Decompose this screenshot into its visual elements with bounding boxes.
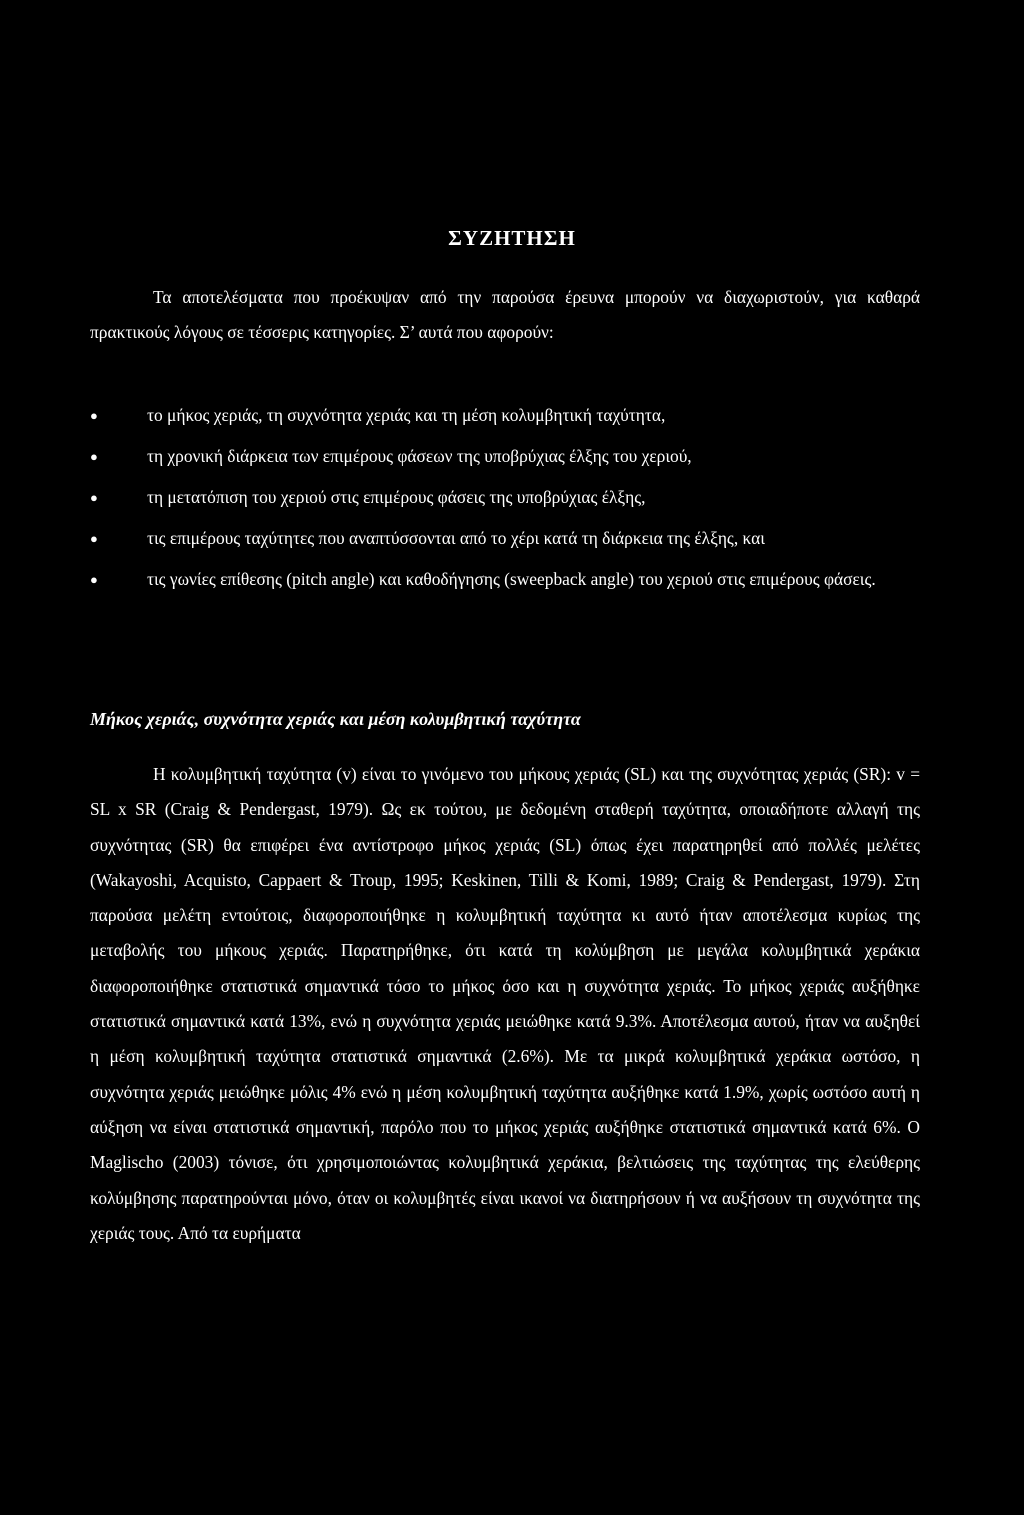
list-item-text: τη χρονική διάρκεια των επιμέρους φάσεων της υποβρύχιας έλξης του χεριού, — [147, 446, 692, 466]
list-item — [90, 480, 920, 515]
list-item-text: τις επιμέρους ταχύτητες που αναπτύσσονται από το χέρι κατά τη διάρκεια της έλξης, και — [147, 528, 765, 548]
list-item — [90, 398, 920, 433]
subsection-heading: Μήκος χεριάς, συχνότητα χεριάς και μέση κολυμβητική ταχύτητα — [90, 709, 581, 729]
bullet-icon: ● — [90, 449, 98, 464]
section-heading: ΣΥΖΗΤΗΣΗ — [448, 226, 576, 250]
list-item-text: τις γωνίες επίθεσης (pitch angle) και καθοδήγησης (sweepback angle) του χεριού στις επιμέρους φάσεις. — [147, 569, 876, 589]
bullet-icon: ● — [90, 531, 98, 546]
bullet-icon: ● — [90, 408, 98, 423]
list-item — [90, 562, 920, 597]
body-paragraph: Η κολυμβητική ταχύτητα (v) είναι το γινόμενο του μήκους χεριάς (SL) και της συχνότητας χεριάς (SR): v = SL x SR (Craig & Pendergast, 1979). Ως εκ τούτου, με δεδομένη σταθερή ταχύτητα, οποιαδήποτε αλλαγή της συχνότητας (SR) θα επιφέρει ένα αντίστροφο μήκος χεριάς (SL) όπως έχει παρατηρηθεί από πολλές μελέτες (Wakayoshi, Acquisto, Cappaert & Troup, 1995; Keskinen, Tilli & Komi, 1989; Craig & Pendergast, 1979). Στη παρούσα μελέτη εντούτοις, διαφοροποιήθηκε η κολυμβητική ταχύτητα κι αυτό ήταν αποτέλεσμα κυρίως της μεταβολής του μήκους χεριάς. Παρατηρήθηκε, ότι κατά τη κολύμβηση με μεγάλα κολυμβητικά χεράκια διαφοροποιήθηκε στατιστικά σημαντικά τόσο το μήκος όσο και η συχνότητα χεριάς. Το μήκος χεριάς αυξήθηκε στατιστικά σημαντικά κατά 13%, ενώ η συχνότητα χεριάς μειώθηκε κατά 9.3%. Αποτέλεσμα αυτού, ήταν να αυξηθεί η μέση κολυμβητική ταχύτητα στατιστικά σημαντικά (2.6%). Με τα μικρά κολυμβητικά χεράκια ωστόσο, η συχνότητα χεριάς μειώθηκε μόλις 4% ενώ η μέση κολυμβητική ταχύτητα αυξήθηκε κατά 1.9%, χωρίς ωστόσο αυτή η αύξηση να είναι στατιστικά σημαντική, παρόλο που το μήκος χεριάς αυξήθηκε στατιστικά σημαντικά κατά 6%. Ο Maglischo (2003) τόνισε, ότι χρησιμοποιώντας κολυμβητικά χεράκια, βελτιώσεις της ταχύτητας της ελεύθερης κολύμβησης παρατηρούνται μόνο, όταν οι κολυμβητές είναι ικανοί να διατηρήσουν ή να αυξήσουν τη συχνότητα της χεριάς τους. Από τα ευρήματα — [90, 764, 920, 1243]
list-item-text: τη μετατόπιση του χεριού στις επιμέρους φάσεις της υποβρύχιας έλξης, — [147, 487, 646, 507]
bullet-icon: ● — [90, 572, 98, 587]
list-item — [90, 439, 920, 474]
intro-paragraph: Τα αποτελέσματα που προέκυψαν από την παρούσα έρευνα μπορούν να διαχωριστούν, για καθαρά πρακτικούς λόγους σε τέσσερις κατηγορίες. Σ’ αυτά που αφορούν: — [90, 287, 920, 342]
bullet-icon: ● — [90, 490, 98, 505]
bullet-list — [90, 398, 920, 603]
list-item-text: το μήκος χεριάς, τη συχνότητα χεριάς και τη μέση κολυμβητική ταχύτητα, — [147, 405, 666, 425]
list-item — [90, 521, 920, 556]
